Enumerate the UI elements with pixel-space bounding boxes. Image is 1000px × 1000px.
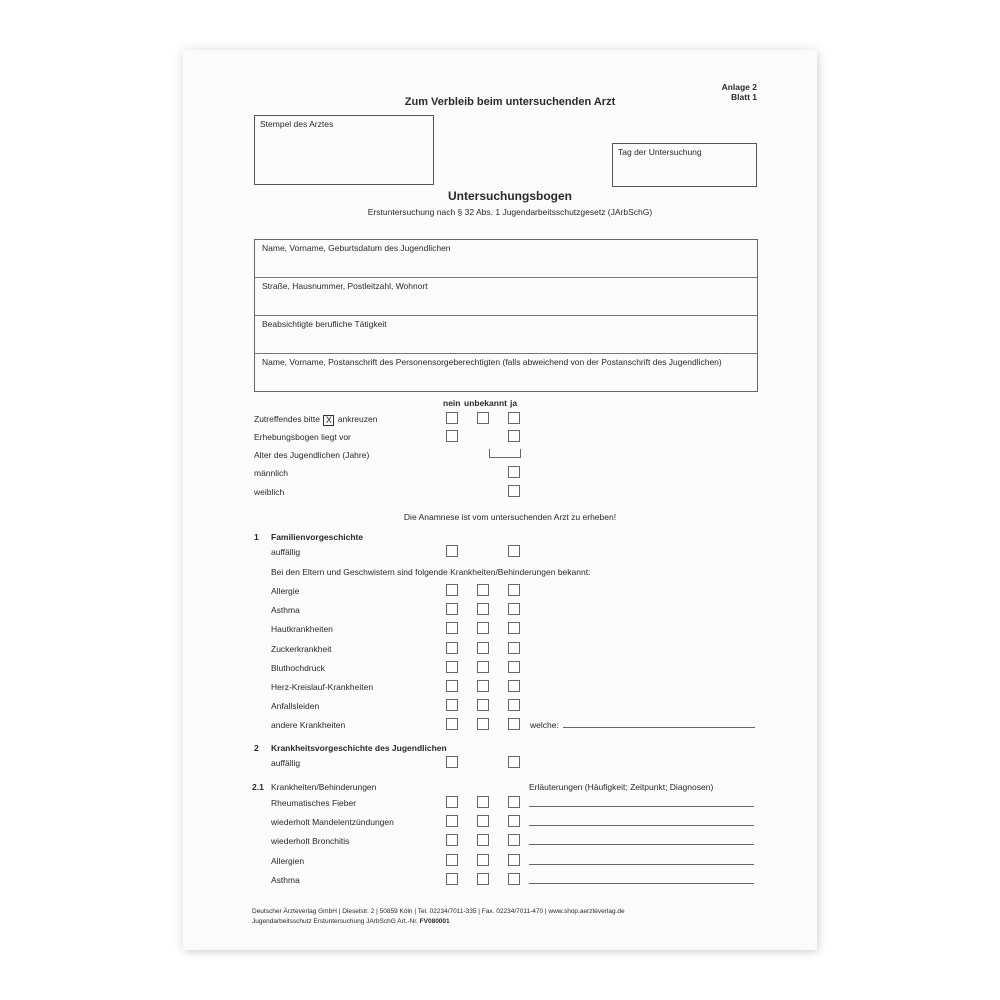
checkbox-s1-item-unbekannt[interactable]	[477, 661, 489, 673]
personal-data-table	[254, 239, 758, 392]
field-address[interactable]	[255, 278, 757, 316]
checkbox-s21-item-unbekannt[interactable]	[477, 834, 489, 846]
which-input[interactable]	[563, 727, 755, 728]
section1-known-intro: Bei den Eltern und Geschwistern sind folgende Krankheiten/Behinderungen bekannt:	[271, 567, 591, 577]
field-label: Beabsichtigte berufliche Tätigkeit	[262, 319, 387, 329]
checkbox-s1-abnormal-ja[interactable]	[508, 545, 520, 557]
form-subtitle: Erstuntersuchung nach § 32 Abs. 1 Jugendarbeitsschutzgesetz (JArbSchG)	[367, 207, 653, 217]
section21-item-label: Allergien	[271, 855, 305, 866]
notes-input-line[interactable]	[529, 864, 754, 865]
section1-number: 1	[254, 532, 259, 542]
section1-item-label: andere Krankheiten	[271, 720, 346, 731]
checkbox-s21-item-ja[interactable]	[508, 854, 520, 866]
survey-label: Erhebungsbogen liegt vor	[254, 432, 351, 442]
checkbox-s2-abnormal-nein[interactable]	[446, 756, 458, 768]
checkbox-s1-item-unbekannt[interactable]	[477, 680, 489, 692]
notes-input-line[interactable]	[529, 825, 754, 826]
section2-number: 2	[254, 743, 259, 753]
notes-input-line[interactable]	[529, 883, 754, 884]
checkbox-s1-item-ja[interactable]	[508, 661, 520, 673]
retention-note: Zum Verbleib beim untersuchenden Arzt	[404, 96, 616, 108]
checkbox-s1-item-nein[interactable]	[446, 642, 458, 654]
checkbox-s1-item-ja[interactable]	[508, 680, 520, 692]
checkbox-s1-item-ja[interactable]	[508, 718, 520, 730]
anlage-label: Anlage 2	[721, 82, 757, 92]
notes-input-line[interactable]	[529, 844, 754, 845]
col-header-ja: ja	[510, 398, 518, 408]
notes-input-line[interactable]	[529, 806, 754, 807]
checkbox-s1-item-ja[interactable]	[508, 603, 520, 615]
checkbox-s21-item-unbekannt[interactable]	[477, 815, 489, 827]
checkbox-s21-item-ja[interactable]	[508, 796, 520, 808]
checkbox-s21-item-nein[interactable]	[446, 873, 458, 885]
checkbox-s1-item-unbekannt[interactable]	[477, 718, 489, 730]
checkbox-instruction-nein[interactable]	[446, 412, 458, 424]
checkbox-s2-abnormal-ja[interactable]	[508, 756, 520, 768]
section2-title: Krankheitsvorgeschichte des Jugendlichen	[271, 743, 447, 753]
section21-number: 2.1	[252, 782, 264, 792]
field-label: Name, Vorname, Geburtsdatum des Jugendlichen	[262, 243, 451, 253]
field-occupation[interactable]	[255, 316, 757, 354]
age-label: Alter des Jugendlichen (Jahre)	[254, 450, 370, 460]
section1-item-label: Allergie	[271, 586, 300, 596]
exam-date-label: Tag der Untersuchung	[618, 147, 702, 157]
footer-article-prefix: Jugendarbeitsschutz Erstuntersuchung JArbSchG Art.-Nr.	[252, 918, 418, 925]
field-label: Straße, Hausnummer, Postleitzahl, Wohnort	[262, 281, 428, 291]
section1-item-label: Zuckerkrankheit	[271, 643, 332, 654]
which-label: welche:	[530, 720, 559, 730]
checkbox-s21-item-nein[interactable]	[446, 796, 458, 808]
exam-date-box[interactable]	[612, 143, 757, 187]
instruction-text	[254, 414, 377, 426]
notes-header: Erläuterungen (Häufigkeit; Zeitpunkt; Diagnosen)	[529, 782, 714, 792]
checkbox-s1-item-nein[interactable]	[446, 699, 458, 711]
checkbox-s21-item-unbekannt[interactable]	[477, 873, 489, 885]
field-guardian[interactable]	[255, 354, 757, 391]
checkbox-s21-item-ja[interactable]	[508, 834, 520, 846]
footer-publisher: Deutscher Ärzteverlag GmbH | Dieselstr. 2 | 50859 Köln | Tel. 02234/7011-335 | Fax. 02234/7011-470 | www.shop.aerzteverlag.de	[252, 908, 625, 915]
checkbox-s1-item-nein[interactable]	[446, 718, 458, 730]
section21-item-label: wiederholt Bronchitis	[271, 836, 350, 847]
instruction-post: ankreuzen	[337, 414, 378, 424]
section1-item-label: Herz-Kreislauf-Krankheiten	[271, 682, 374, 692]
footer-article-number: FV080001	[419, 918, 450, 925]
checkbox-s1-item-nein[interactable]	[446, 680, 458, 692]
field-label: Name, Vorname, Postanschrift des Personensorgeberechtigten (falls abweichend von der Postanschrift des Jugendlichen)	[262, 357, 722, 367]
instruction-pre: Zutreffendes bitte	[254, 414, 320, 424]
section1-abnormal-label: auffällig	[271, 547, 301, 557]
blatt-label: Blatt 1	[731, 92, 757, 102]
checkbox-s21-item-nein[interactable]	[446, 834, 458, 846]
checkbox-s1-item-nein[interactable]	[446, 603, 458, 615]
section1-item-label: Bluthochdruck	[271, 662, 325, 673]
section1-item-label: Anfallsleiden	[271, 701, 320, 712]
checkbox-s1-item-ja[interactable]	[508, 584, 520, 596]
checkbox-s1-item-ja[interactable]	[508, 699, 520, 711]
field-name-birthdate[interactable]	[255, 240, 757, 278]
checkbox-s21-item-nein[interactable]	[446, 854, 458, 866]
checkbox-instruction-unbekannt[interactable]	[477, 412, 489, 424]
col-header-unbekannt: unbekannt	[464, 398, 507, 408]
checkbox-s21-item-nein[interactable]	[446, 815, 458, 827]
checkbox-s21-item-unbekannt[interactable]	[477, 796, 489, 808]
female-label: weiblich	[254, 487, 285, 497]
stamp-label: Stempel des Arztes	[260, 119, 334, 129]
checkbox-survey-ja[interactable]	[508, 430, 520, 442]
anamnesis-note: Die Anamnese ist vom untersuchenden Arzt zu erheben!	[403, 512, 617, 522]
section1-title: Familienvorgeschichte	[271, 532, 364, 542]
checkbox-s1-item-unbekannt[interactable]	[477, 699, 489, 711]
age-input[interactable]	[489, 449, 521, 458]
checkbox-s1-item-nein[interactable]	[446, 622, 458, 634]
checkbox-s1-item-unbekannt[interactable]	[477, 622, 489, 634]
section21-item-label: wiederholt Mandelentzündungen	[271, 817, 394, 828]
checkbox-female[interactable]	[508, 485, 520, 497]
checkbox-s1-item-unbekannt[interactable]	[477, 584, 489, 596]
example-cross-icon: X	[323, 415, 334, 426]
checkbox-male[interactable]	[508, 466, 520, 478]
checkbox-s1-abnormal-nein[interactable]	[446, 545, 458, 557]
footer-article	[252, 918, 450, 925]
section21-item-label: Rheumatisches Fieber	[271, 798, 357, 808]
checkbox-s1-item-unbekannt[interactable]	[477, 642, 489, 654]
stamp-box[interactable]	[254, 115, 434, 185]
checkbox-s1-item-nein[interactable]	[446, 661, 458, 673]
form-title: Untersuchungsbogen	[447, 189, 572, 203]
checkbox-s1-item-nein[interactable]	[446, 584, 458, 596]
section21-item-label: Asthma	[271, 874, 300, 885]
section1-item-label: Asthma	[271, 605, 300, 616]
male-label: männlich	[254, 468, 289, 478]
checkbox-s21-item-ja[interactable]	[508, 815, 520, 827]
checkbox-s1-item-ja[interactable]	[508, 642, 520, 654]
section1-item-label: Hautkrankheiten	[271, 624, 333, 635]
checkbox-s1-item-unbekannt[interactable]	[477, 603, 489, 615]
checkbox-instruction-ja[interactable]	[508, 412, 520, 424]
checkbox-survey-nein[interactable]	[446, 430, 458, 442]
section2-abnormal-label: auffällig	[271, 758, 301, 768]
col-header-nein: nein	[443, 398, 461, 408]
checkbox-s1-item-ja[interactable]	[508, 622, 520, 634]
checkbox-s21-item-ja[interactable]	[508, 873, 520, 885]
section21-title: Krankheiten/Behinderungen	[271, 782, 377, 792]
checkbox-s21-item-unbekannt[interactable]	[477, 854, 489, 866]
